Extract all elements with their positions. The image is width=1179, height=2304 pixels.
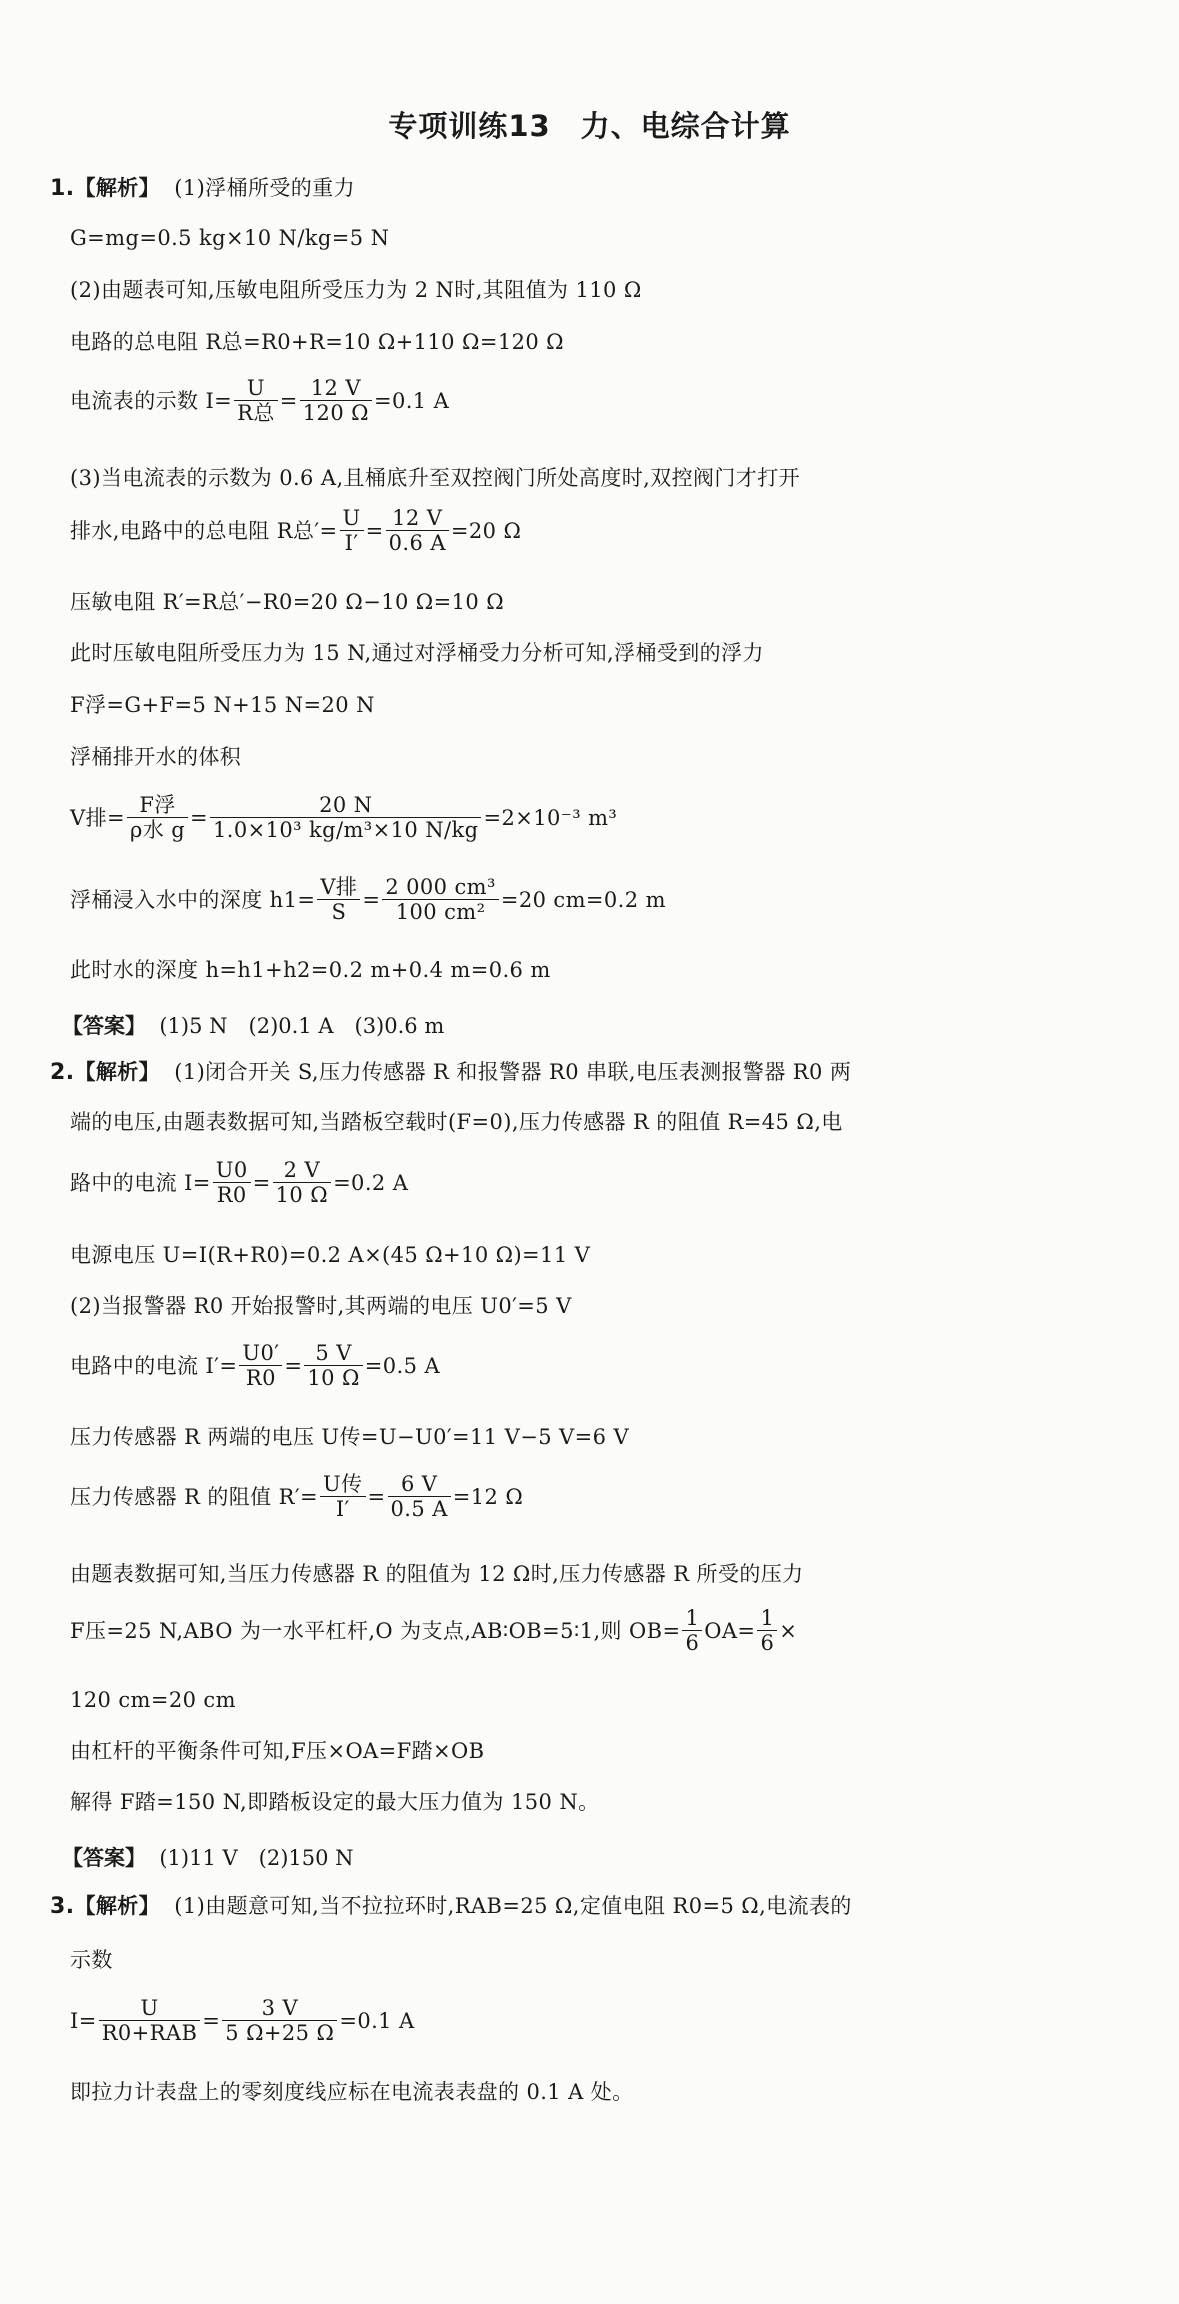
q2-line-2: 端的电压,由题表数据可知,当踏板空载时(F=0),压力传感器 R 的阻值 R=45 Ω,电 <box>70 1110 843 1134</box>
q2-line-10: F压=25 N,ABO 为一水平杠杆,O 为支点,AB∶OB=5∶1,则 OB= $\frac{1}{6}$ OA= $\frac{1}{6}$ × <box>70 1606 798 1655</box>
q2-line-1: (1)闭合开关 S,压力传感器 R 和报警器 R0 串联,电压表测报警器 R0 两 <box>174 1060 852 1084</box>
fraction: $\frac{U}{I'}$ <box>340 506 364 555</box>
fraction: $\frac{6 V}{0.5 A}$ <box>388 1472 451 1521</box>
q2-line-9: 由题表数据可知,当压力传感器 R 的阻值为 12 Ω时,压力传感器 R 所受的压力 <box>70 1562 804 1586</box>
fraction: $\frac{U0}{R0}$ <box>213 1158 251 1207</box>
q1-line-7: 排水,电路中的总电阻 R总′= $\frac{U}{I'}$ = $\frac{12 V}{0.6 A}$ =20 Ω <box>70 506 522 555</box>
q1-line-3: (2)由题表可知,压敏电阻所受压力为 2 N时,其阻值为 110 Ω <box>70 278 642 302</box>
q2-line-3: 路中的电流 I= $\frac{U0}{R0}$ = $\frac{2 V}{10 \Omega}$ =0.2 A <box>70 1158 409 1207</box>
page-title: 专项训练13 力、电综合计算 <box>388 109 791 143</box>
q3-line-4: 即拉力计表盘上的零刻度线应标在电流表表盘的 0.1 A 处。 <box>70 2080 634 2104</box>
q1-line-1: (1)浮桶所受的重力 <box>174 176 355 200</box>
q2-answer-tag: 【答案】 <box>62 1846 146 1870</box>
fraction: $\frac{\text{2 000 cm³}}{\text{100 cm²}}$ <box>382 875 499 924</box>
q1-line-2: G=mg=0.5 kg×10 N/kg=5 N <box>70 226 390 250</box>
q2-number: 2. <box>50 1060 75 1085</box>
q2-analysis-tag: 【解析】 <box>74 1060 161 1084</box>
fraction: $\frac{3 V}{5 \Omega+25 \Omega}$ <box>222 1996 337 2045</box>
q3-header <box>50 1896 852 1918</box>
fraction: $\frac{5 V}{10 \Omega}$ <box>304 1341 362 1390</box>
fraction: $\frac{1}{6}$ <box>682 1606 702 1655</box>
q2-line-11: 120 cm=20 cm <box>70 1688 236 1712</box>
fraction: $\frac{20 N}{\text{1.0×10³ kg/m³×10 N/kg}}$ <box>210 793 481 842</box>
fraction: $\frac{U0'}{R0}$ <box>239 1341 282 1390</box>
q2-answer-text: (1)11 V (2)150 N <box>159 1846 354 1870</box>
q1-line-6: (3)当电流表的示数为 0.6 A,且桶底升至双控阀门所处高度时,双控阀门才打开 <box>70 466 801 490</box>
q1-line-9: 此时压敏电阻所受压力为 15 N,通过对浮桶受力分析可知,浮桶受到的浮力 <box>70 641 764 665</box>
fraction: $\frac{12 V}{0.6 A}$ <box>386 506 449 555</box>
q2-line-12: 由杠杆的平衡条件可知,F压×OA=F踏×OB <box>70 1739 485 1763</box>
q2-line-5: (2)当报警器 R0 开始报警时,其两端的电压 U0′=5 V <box>70 1294 572 1318</box>
q1-answer-text: (1)5 N (2)0.1 A (3)0.6 m <box>159 1014 445 1038</box>
q2-answer <box>62 1842 354 1872</box>
fraction: $\frac{\text{U传}}{I'}$ <box>320 1472 366 1521</box>
q3-line-1: (1)由题意可知,当不拉拉环时,RAB=25 Ω,定值电阻 R0=5 Ω,电流表的 <box>174 1894 852 1918</box>
q1-line-14: 此时水的深度 h=h1+h2=0.2 m+0.4 m=0.6 m <box>70 958 551 982</box>
q1-line-8: 压敏电阻 R′=R总′−R0=20 Ω−10 Ω=10 Ω <box>70 590 505 614</box>
q2-line-4: 电源电压 U=I(R+R0)=0.2 A×(45 Ω+10 Ω)=11 V <box>70 1243 591 1267</box>
q2-line-7: 压力传感器 R 两端的电压 U传=U−U0′=11 V−5 V=6 V <box>70 1425 630 1449</box>
q2-line-13: 解得 F踏=150 N,即踏板设定的最大压力值为 150 N。 <box>70 1790 600 1814</box>
fraction: $\frac{U}{\text{R总}}$ <box>234 376 278 425</box>
fraction: $\frac{1}{6}$ <box>757 1606 777 1655</box>
q3-number: 3. <box>50 1894 75 1919</box>
fraction: $\frac{2 V}{10 \Omega}$ <box>273 1158 331 1207</box>
q3-analysis-tag: 【解析】 <box>74 1894 161 1918</box>
q1-line-13: 浮桶浸入水中的深度 h1= $\frac{\text{V排}}{S}$ = $\frac{\text{2 000 cm³}}{\text{100 cm²}}$ =20 cm=0.2 m <box>70 875 666 924</box>
q1-line-5: 电流表的示数 I= $\frac{U}{\text{R总}}$ = $\frac{12 V}{120 \Omega}$ =0.1 A <box>70 376 450 425</box>
q1-line-12: V排= $\frac{\text{F浮}}{\text{ρ水 g}}$ = $\frac{20 N}{\text{1.0×10³ kg/m³×10 N/kg}}$ =2×10⁻³ m³ <box>70 793 618 842</box>
q3-line-3: I= $\frac{U}{\text{R0+RAB}}$ = $\frac{3 V}{5 \Omega+25 \Omega}$ =0.1 A <box>70 1996 415 2045</box>
q1-answer <box>62 1010 444 1040</box>
q3-line-2: 示数 <box>70 1948 113 1972</box>
q2-line-6: 电路中的电流 I′= $\frac{U0'}{R0}$ = $\frac{5 V}{10 \Omega}$ =0.5 A <box>70 1341 441 1390</box>
q1-number: 1. <box>50 176 75 201</box>
q2-line-8: 压力传感器 R 的阻值 R′= $\frac{\text{U传}}{I'}$ = $\frac{6 V}{0.5 A}$ =12 Ω <box>70 1472 524 1521</box>
q1-analysis-tag: 【解析】 <box>74 176 161 200</box>
q1-line-11: 浮桶排开水的体积 <box>70 745 242 769</box>
q1-header <box>50 178 355 200</box>
q1-line-10: F浮=G+F=5 N+15 N=20 N <box>70 693 375 717</box>
q1-answer-tag: 【答案】 <box>62 1014 146 1038</box>
fraction: $\frac{\text{V排}}{S}$ <box>317 875 360 924</box>
fraction: $\frac{12 V}{120 \Omega}$ <box>300 376 372 425</box>
fraction: $\frac{\text{F浮}}{\text{ρ水 g}}$ <box>127 793 188 842</box>
q2-header <box>50 1062 851 1084</box>
q1-line-4: 电路的总电阻 R总=R0+R=10 Ω+110 Ω=120 Ω <box>70 330 564 354</box>
fraction: $\frac{U}{\text{R0+RAB}}$ <box>99 1996 201 2045</box>
